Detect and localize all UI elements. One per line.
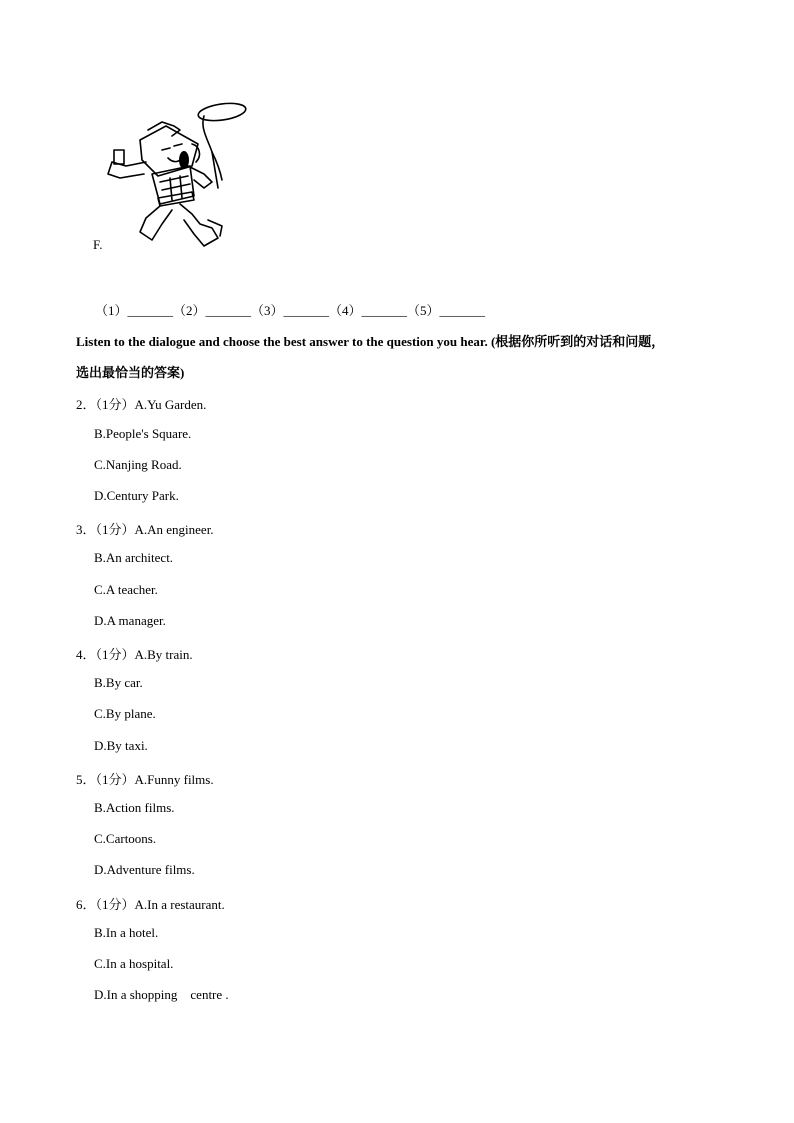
question-stem: 4．（1分）A.By train. xyxy=(76,647,193,662)
cowboy-illustration xyxy=(100,100,250,250)
answer-option: C.Nanjing Road. xyxy=(94,457,182,472)
answer-option: C.By plane. xyxy=(94,706,156,721)
question-stem: 3．（1分）A.An engineer. xyxy=(76,522,214,537)
answer-option: C.In a hospital. xyxy=(94,956,174,971)
question-stem: 5．（1分）A.Funny films. xyxy=(76,772,214,787)
answer-option: B.An architect. xyxy=(94,550,174,565)
section-instructions: Listen to the dialogue and choose the best answer to the question you hear. (根据你所听到的对话和问题， xyxy=(76,334,665,349)
section-instructions-continued: 选出最恰当的答案) xyxy=(76,365,185,380)
answer-option: D.In a shopping centre . xyxy=(94,987,229,1002)
figure-label: F. xyxy=(93,237,103,252)
answer-option: D.Adventure films. xyxy=(94,862,195,877)
answer-option: B.Action films. xyxy=(94,800,175,815)
answer-option: D.By taxi. xyxy=(94,738,148,753)
answer-option: B.People's Square. xyxy=(94,426,192,441)
answer-option: B.By car. xyxy=(94,675,143,690)
question-stem: 6．（1分）A.In a restaurant. xyxy=(76,897,225,912)
answer-option: C.A teacher. xyxy=(94,582,158,597)
answer-option: C.Cartoons. xyxy=(94,831,157,846)
question-stem: 2．（1分）A.Yu Garden. xyxy=(76,397,207,412)
answer-option: B.In a hotel. xyxy=(94,925,159,940)
answer-option: D.A manager. xyxy=(94,613,166,628)
answer-blanks-line: （1）_______（2）_______（3）_______（4）_______（5）_______ xyxy=(95,303,485,318)
answer-option: D.Century Park. xyxy=(94,488,179,503)
